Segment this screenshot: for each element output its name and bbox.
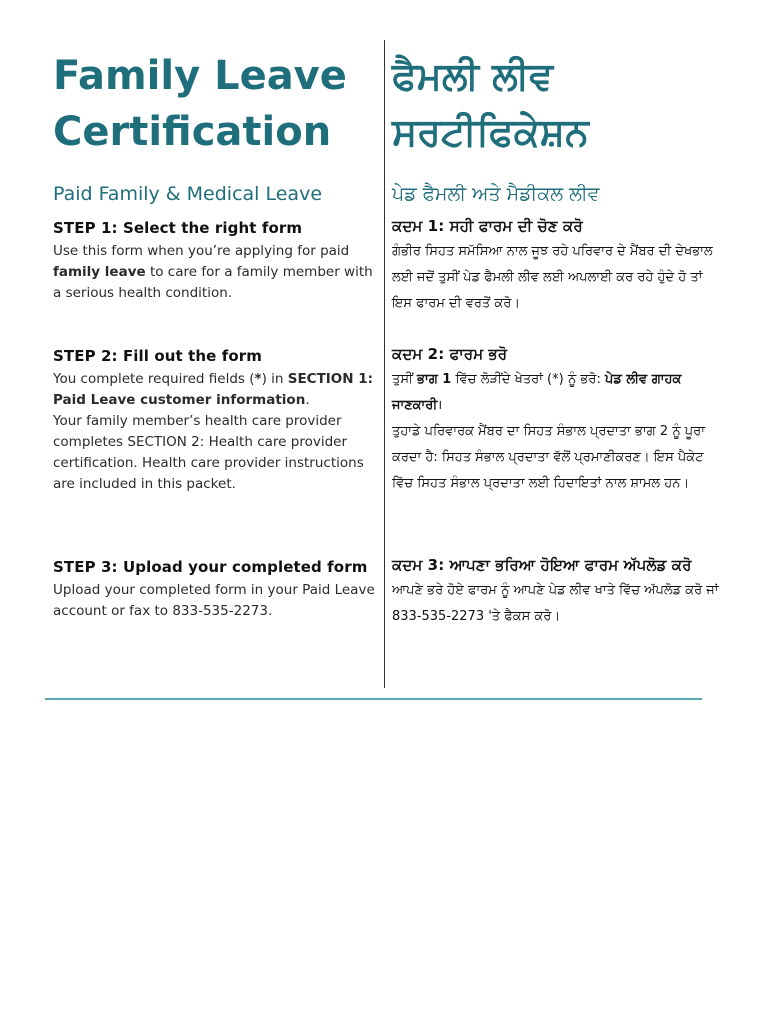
step2-punjabi (392, 345, 722, 497)
step3-punjabi (392, 556, 722, 630)
step1-body-text: Use this form when you’re applying for paid (53, 243, 350, 259)
step2-body-text: You complete required fields ( (53, 371, 255, 387)
step2-pa-text: ਤੁਸੀਂ (392, 372, 418, 387)
step2-pa-text-2: ਵਿੱਚ ਲੋੜੀਂਦੇ ਖੇਤਰਾਂ (*) ਨੂੰ ਭਰੋ: (451, 372, 605, 387)
step1-body-english (53, 241, 375, 304)
step2-body-text-3: . (305, 392, 310, 408)
step3-title-english: STEP 3: Upload your completed form (53, 558, 368, 576)
step1-title-punjabi: ਕਦਮ 1: ਸਹੀ ਫਾਰਮ ਦੀ ਚੋਣ ਕਰੋ (392, 217, 583, 235)
step2-english (53, 347, 375, 495)
page-title-punjabi: ਫੈਮਲੀ ਲੀਵ ਸਰਟੀਫਿਕੇਸ਼ਨ (392, 54, 589, 154)
required-star: * (254, 371, 262, 387)
column-divider (384, 40, 385, 688)
step3-body-punjabi: ਆਪਣੇ ਭਰੇ ਹੋਏ ਫਾਰਮ ਨੂੰ ਆਪਣੇ ਪੇਡ ਲੀਵ ਖਾਤੇ ਵਿੱਚ ਅੱਪਲੋਡ ਕਰੋ ਜਾਂ 833-535-2273 'ਤੇ ਫੈਕਸ ਕਰੋ। (392, 583, 719, 624)
step2-pa-bold2: ਪੇਡ ਲੀਵ ਗਾਹਕ ਜਾਣਕਾਰੀ (392, 372, 682, 413)
page-title-english: Family Leave Certification (53, 53, 347, 155)
step1-body-text-end: to care for a family member with a serious health condition. (53, 264, 373, 301)
step3-english (53, 558, 375, 622)
step1-title-english: STEP 1: Select the right form (53, 219, 303, 237)
step2-body-text-4: Your family member’s health care provider completes SECTION 2: Health care provider certification. Health care provider instructions are included in this packet. (53, 413, 364, 492)
step1-punjabi (392, 217, 722, 317)
step2-pa-text-4: ਤੁਹਾਡੇ ਪਰਿਵਾਰਕ ਮੈਂਬਰ ਦਾ ਸਿਹਤ ਸੰਭਾਲ ਪ੍ਰਦਾਤਾ ਭਾਗ 2 ਨੂੰ ਪੂਰਾ ਕਰਦਾ ਹੈ: ਸਿਹਤ ਸੰਭਾਲ ਪ੍ਰਦਾਤਾ ਵੱਲੋਂ ਪ੍ਰਮਾਣੀਕਰਣ। ਇਸ ਪੈਕੇਟ ਵਿੱਚ ਸਿਹਤ ਸੰਭਾਲ ਪ੍ਰਦਾਤਾ ਲਈ ਹਿਦਾਇਤਾਂ ਨਾਲ ਸ਼ਾਮਲ ਹਨ। (392, 424, 705, 491)
step2-section-bold: SECTION 1: Paid Leave customer information (53, 371, 374, 408)
step3-body-english: Upload your completed form in your Paid Leave account or fax to 833-535-2273. (53, 582, 375, 619)
subtitle-punjabi: ਪੇਡ ਫੈਮਲੀ ਅਤੇ ਮੈਡੀਕਲ ਲੀਵ (392, 183, 600, 205)
step1-english (53, 219, 375, 304)
step2-pa-bold1: ਭਾਗ 1 (417, 372, 452, 387)
step1-body-punjabi: ਗੰਭੀਰ ਸਿਹਤ ਸਮੱਸਿਆ ਨਾਲ ਜੂਝ ਰਹੇ ਪਰਿਵਾਰ ਦੇ ਮੈਂਬਰ ਦੀ ਦੇਖਭਾਲ ਲਈ ਜਦੋਂ ਤੁਸੀਂ ਪੇਡ ਫੈਮਲੀ ਲੀਵ ਲਈ ਅਪਲਾਈ ਕਰ ਰਹੇ ਹੁੰਦੇ ਹੋ ਤਾਂ ਇਸ ਫਾਰਮ ਦੀ ਵਰਤੋਂ ਕਰੋ। (392, 244, 713, 311)
bottom-rule (45, 698, 702, 700)
step2-title-english: STEP 2: Fill out the form (53, 347, 263, 365)
step2-pa-text-3: । (437, 398, 443, 413)
subtitle-english: Paid Family & Medical Leave (53, 183, 323, 205)
step2-body-english (53, 369, 375, 495)
step2-body-punjabi (392, 367, 722, 497)
step2-title-punjabi: ਕਦਮ 2: ਫਾਰਮ ਭਰੋ (392, 345, 508, 363)
step3-title-punjabi: ਕਦਮ 3: ਆਪਣਾ ਭਰਿਆ ਹੋਇਆ ਫਾਰਮ ਅੱਪਲੋਡ ਕਰੋ (392, 556, 692, 574)
step2-body-text-2: ) in (261, 371, 288, 387)
step1-body-bold: family leave (53, 264, 146, 280)
